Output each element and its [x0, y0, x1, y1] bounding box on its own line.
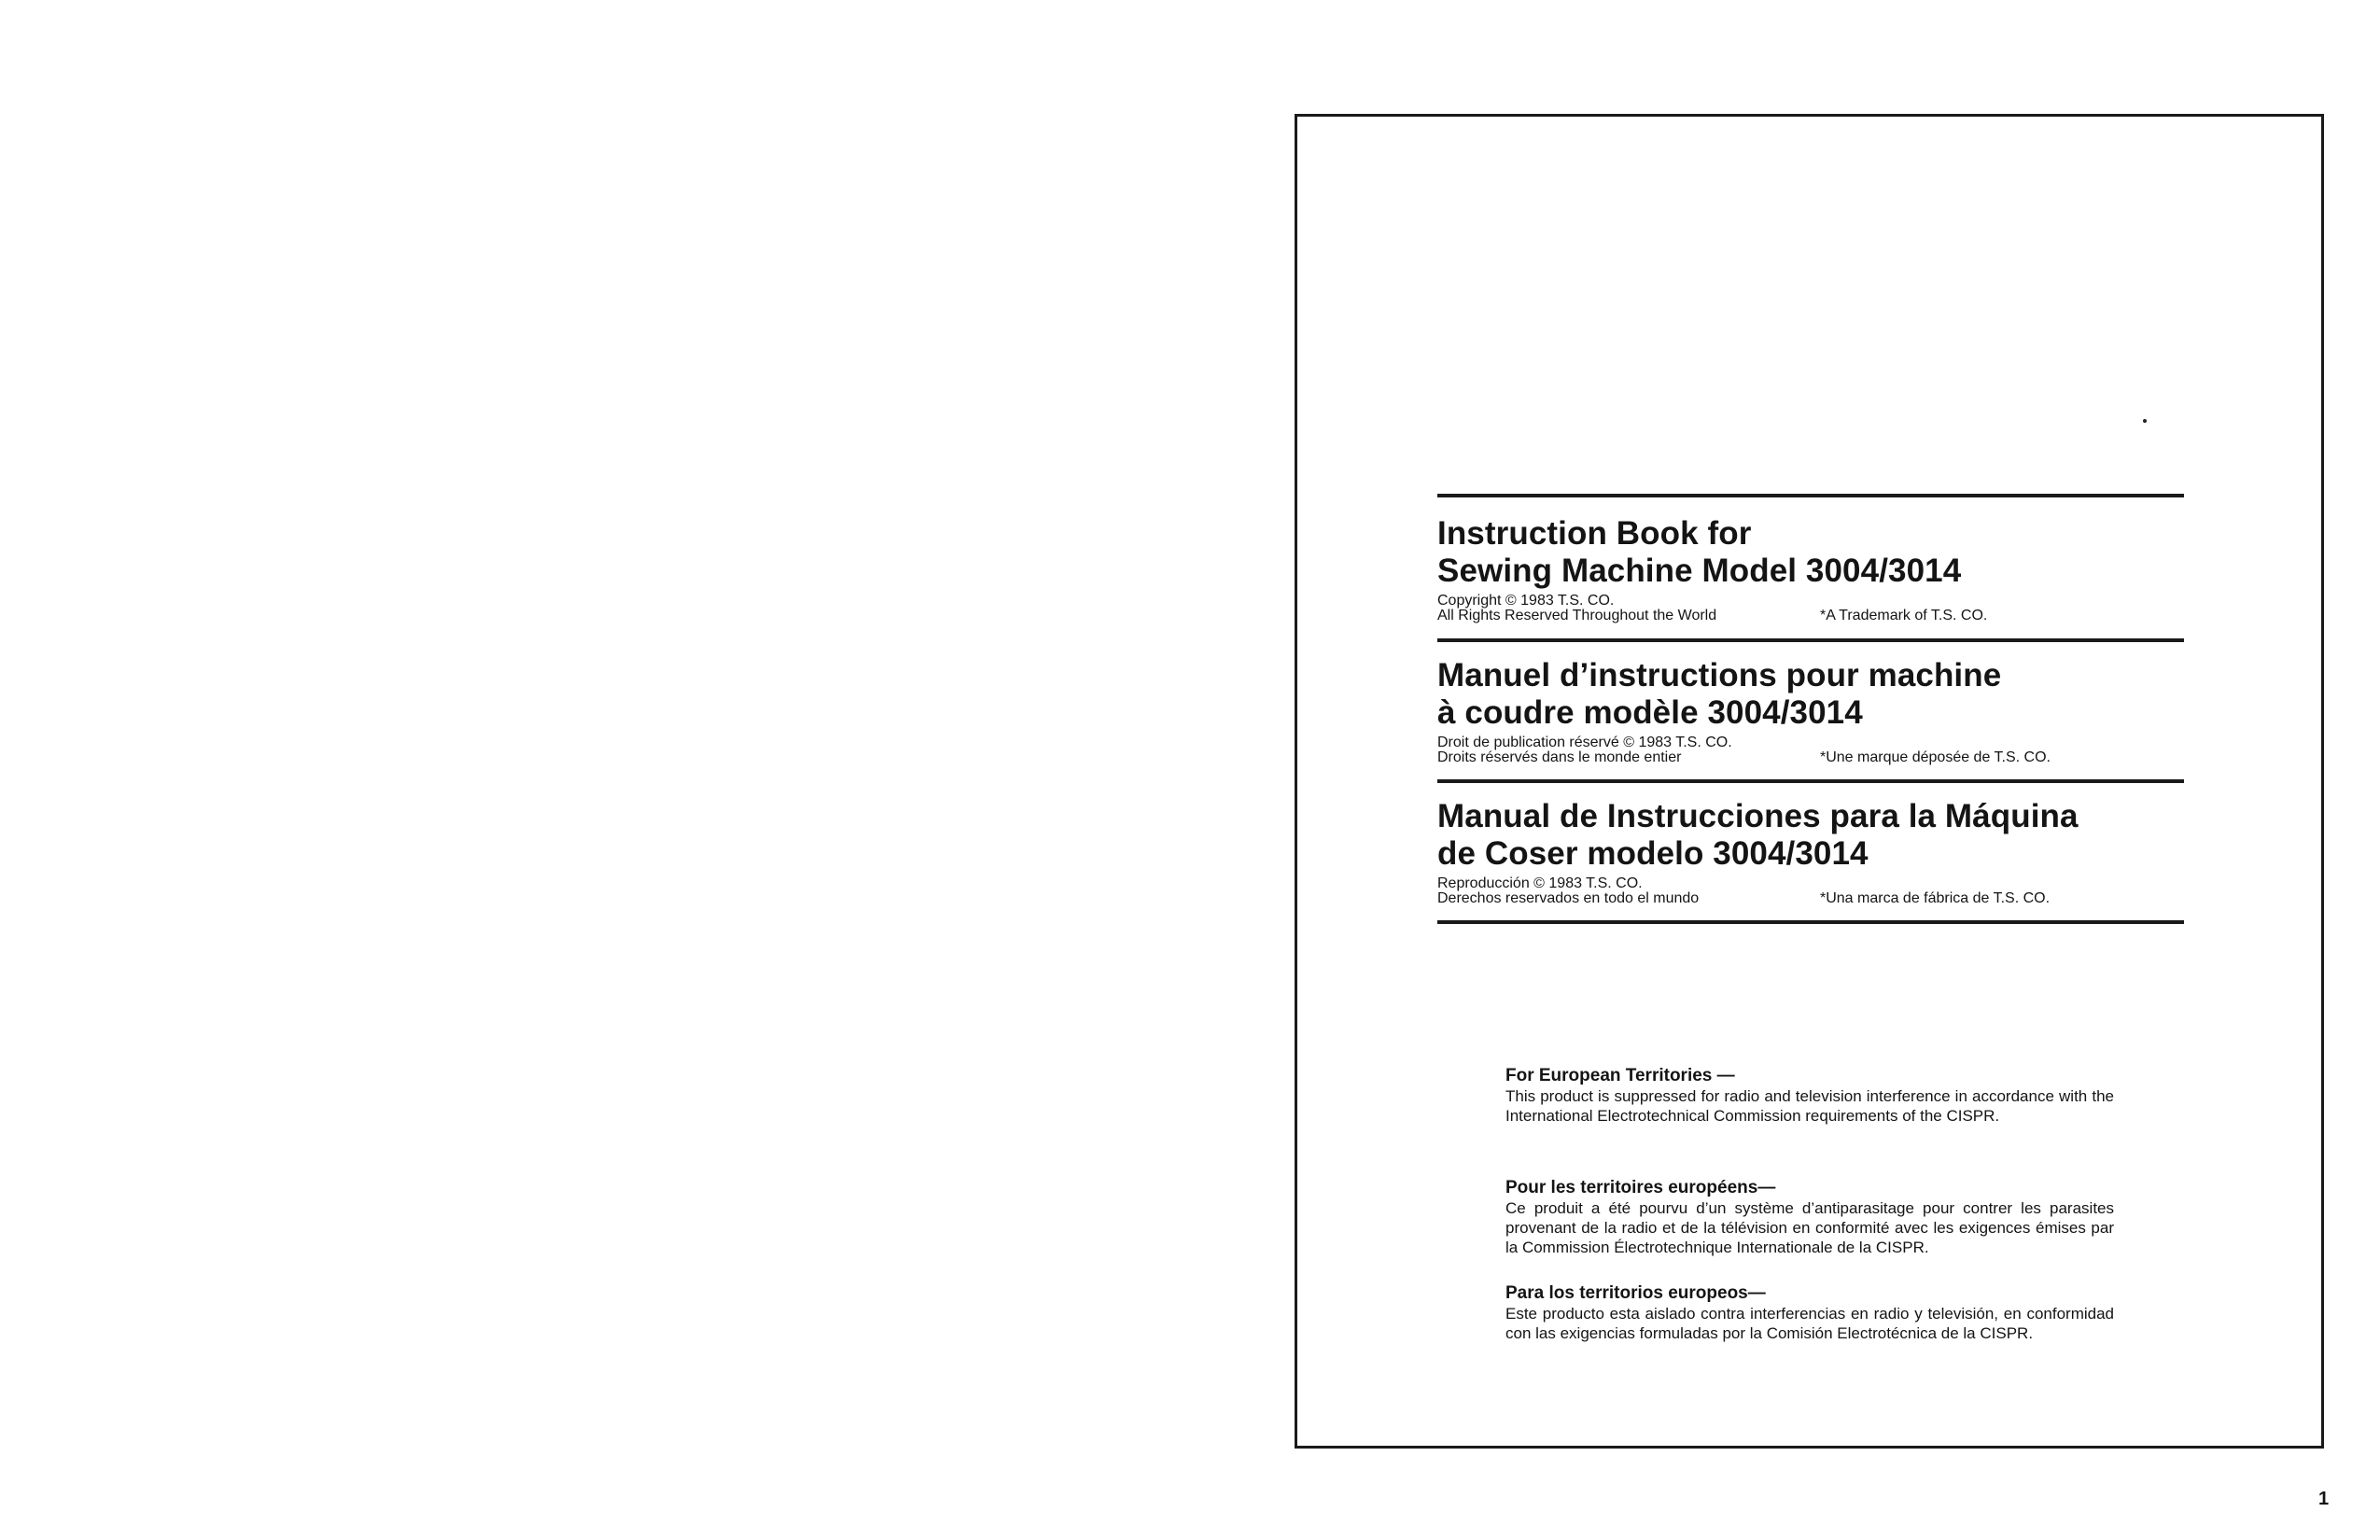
rights-text: All Rights Reserved Throughout the World: [1437, 608, 1717, 623]
notice-body: This product is suppressed for radio and television interference in accordance with the International Electrotechnical Commission requirements of the CISPR.: [1505, 1087, 2114, 1125]
copyright-row: [1437, 735, 2184, 750]
title-line-1: Manual de Instrucciones para la Máquina: [1437, 798, 2079, 834]
scan-speck: [2143, 419, 2147, 423]
trademark-text: *Una marca de fábrica de T.S. CO.: [1820, 890, 2051, 906]
page-number: 1: [2318, 1489, 2330, 1509]
divider-rule: [1437, 638, 2184, 642]
rights-row: [1437, 891, 2184, 906]
copyright-row: [1437, 876, 2184, 891]
copyright-row: [1437, 594, 2184, 609]
title-line-1: Manuel d’instructions pour machine: [1437, 657, 2002, 693]
rights-row: [1437, 609, 2184, 623]
notice-heading: Pour les territoires européens—: [1505, 1178, 1776, 1197]
divider-rule: [1437, 494, 2184, 497]
rights-text: Droits réservés dans le monde entier: [1437, 749, 1682, 765]
notice-spanish: [1505, 1283, 2114, 1343]
rights-row: [1437, 750, 2184, 765]
trademark-text: *A Trademark of T.S. CO.: [1820, 608, 1988, 623]
divider-rule: [1437, 779, 2184, 783]
notice-body: Este producto esta aislado contra interferencias en radio y televisión, en conformidad con las exigencias formuladas por la Comisión Electrotécnica de la CISPR.: [1505, 1305, 2114, 1342]
notice-french: [1505, 1178, 2114, 1257]
title-block-spanish: [1437, 798, 2184, 906]
divider-rule: [1437, 920, 2184, 924]
title-line-2: de Coser modelo 3004/3014: [1437, 835, 1869, 872]
notice-heading: For European Territories —: [1505, 1066, 1735, 1085]
title-line-2: à coudre modèle 3004/3014: [1437, 694, 1863, 731]
notice-heading: Para los territorios europeos—: [1505, 1283, 1766, 1303]
notice-body: Ce produit a été pourvu d’un système d’antiparasitage pour contrer les parasites provenant de la radio et de la télévision en conformité avec les exigences émises par la Commission Électrotechnique Internationale de la CISPR.: [1505, 1199, 2114, 1256]
copyright-text: Droit de publication réservé © 1983 T.S. CO.: [1437, 735, 1732, 750]
copyright-text: Copyright © 1983 T.S. CO.: [1437, 593, 1615, 609]
trademark-text: *Une marque déposée de T.S. CO.: [1820, 749, 2051, 765]
title-block-english: [1437, 515, 2184, 623]
notice-english: [1505, 1066, 2114, 1126]
rights-text: Derechos reservados en todo el mundo: [1437, 890, 1700, 906]
title-line-1: Instruction Book for: [1437, 515, 1752, 552]
copyright-text: Reproducción © 1983 T.S. CO.: [1437, 875, 1643, 891]
title-block-french: [1437, 657, 2184, 765]
title-line-2: Sewing Machine Model 3004/3014: [1437, 553, 1962, 589]
